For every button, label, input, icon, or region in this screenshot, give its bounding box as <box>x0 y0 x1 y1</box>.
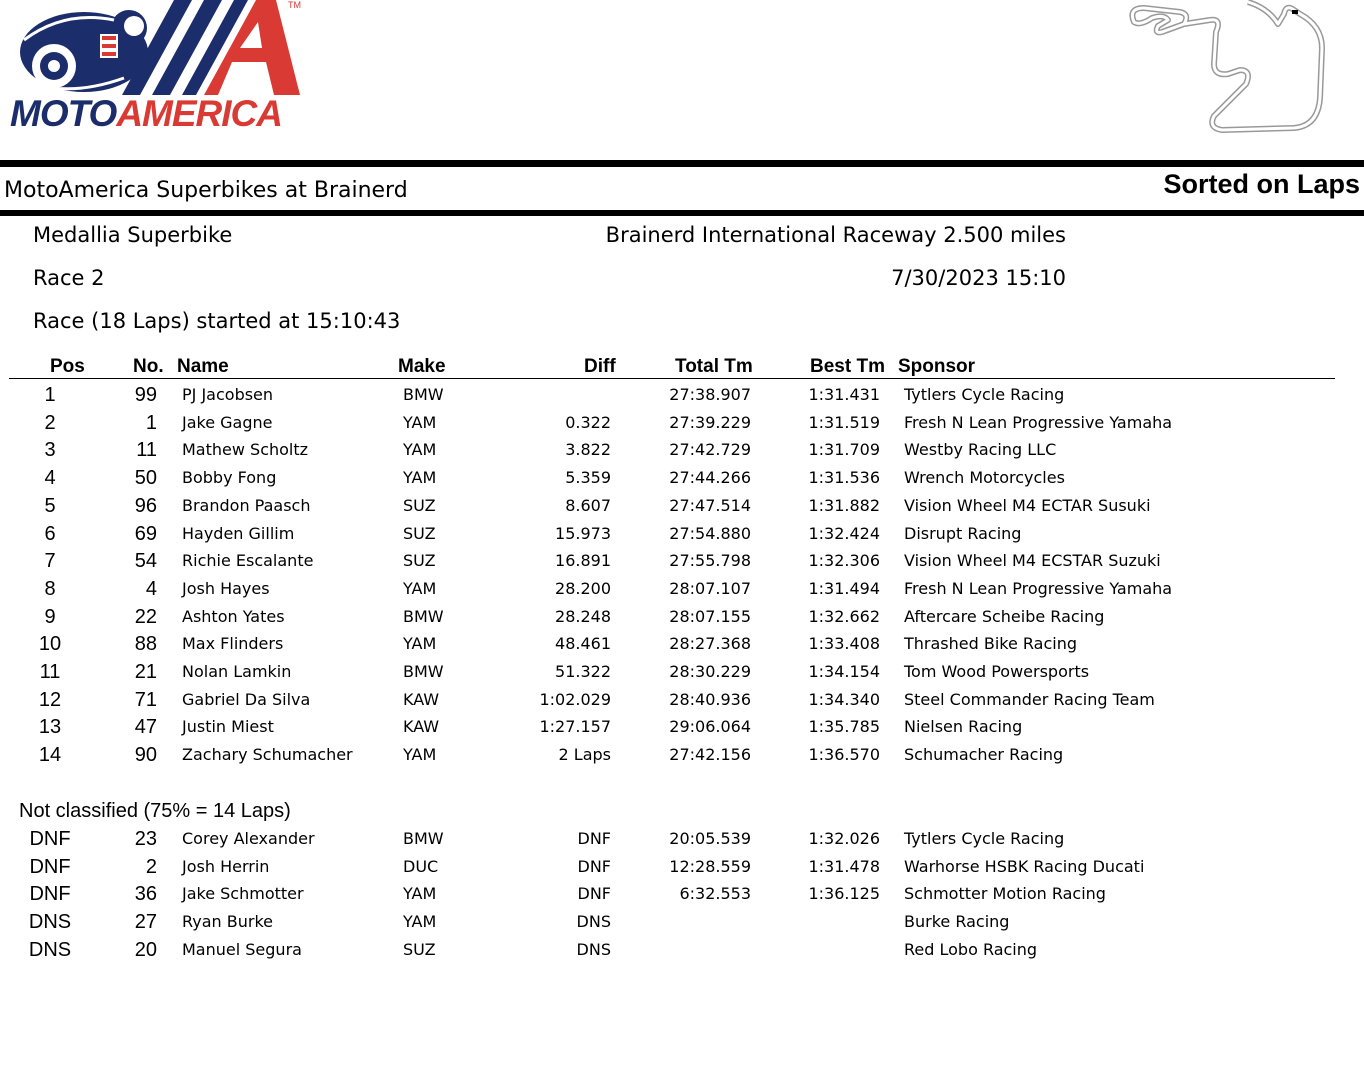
table-row <box>0 575 1364 603</box>
start-info: Race (18 Laps) started at 15:10:43 <box>33 309 401 333</box>
cell-name: Corey Alexander <box>182 829 315 848</box>
cell-name: Mathew Scholtz <box>182 440 309 460</box>
table-row <box>0 713 1364 741</box>
table-row <box>0 741 1364 769</box>
cell-pos: 14 <box>38 744 62 767</box>
cell-pos: DNF <box>29 855 71 878</box>
cell-diff: 1:27.157 <box>539 717 611 737</box>
cell-make: YAM <box>403 412 437 432</box>
cell-name: Richie Escalante <box>182 551 314 571</box>
cell-no: 90 <box>134 744 157 767</box>
cell-diff: 51.322 <box>555 662 611 681</box>
cell-no: 47 <box>134 716 157 739</box>
header-bar-bottom <box>0 210 1364 216</box>
cell-total: 20:05.539 <box>669 829 751 848</box>
cell-no: 50 <box>134 467 157 490</box>
trademark-mark: TM <box>288 0 301 10</box>
cell-no: 11 <box>136 439 157 462</box>
cell-best: 1:34.154 <box>808 662 880 681</box>
cell-sponsor: Disrupt Racing <box>904 523 1022 543</box>
cell-make: YAM <box>403 578 437 598</box>
cell-diff: 8.607 <box>565 495 611 515</box>
cell-sponsor: Tytlers Cycle Racing <box>904 385 1065 404</box>
cell-sponsor: Fresh N Lean Progressive Yamaha <box>904 578 1173 598</box>
cell-total: 6:32.553 <box>679 884 751 904</box>
session-name: Race 2 <box>33 266 105 290</box>
cell-total: 28:40.936 <box>669 689 751 709</box>
sort-label: Sorted on Laps <box>1163 169 1360 199</box>
cell-make: SUZ <box>403 495 436 515</box>
cell-name: Ryan Burke <box>182 912 273 932</box>
cell-best: 1:36.570 <box>808 745 880 765</box>
cell-total: 27:47.514 <box>669 495 751 515</box>
table-row <box>0 853 1364 881</box>
table-row <box>0 936 1364 964</box>
cell-name: Jake Schmotter <box>182 884 304 904</box>
cell-total: 27:42.156 <box>669 745 751 765</box>
cell-best: 1:31.494 <box>808 578 880 598</box>
cell-no: 54 <box>134 550 157 573</box>
cell-sponsor: Warhorse HSBK Racing Ducati <box>904 856 1145 876</box>
table-row <box>0 436 1364 464</box>
cell-no: 20 <box>134 938 157 961</box>
cell-pos: 1 <box>44 384 56 406</box>
cell-total: 27:42.729 <box>669 440 751 460</box>
cell-total: 12:28.559 <box>669 856 751 876</box>
cell-pos: 5 <box>44 494 56 517</box>
cell-sponsor: Vision Wheel M4 ECSTAR Suzuki <box>904 551 1161 571</box>
table-row <box>0 908 1364 936</box>
cell-no: 21 <box>134 661 157 683</box>
table-row <box>0 381 1364 409</box>
cell-best: 1:31.882 <box>808 495 880 515</box>
cell-pos: 6 <box>44 522 56 545</box>
cell-best: 1:34.340 <box>808 689 880 709</box>
cell-best: 1:33.408 <box>808 634 880 654</box>
cell-make: YAM <box>403 884 437 904</box>
cell-total: 29:06.064 <box>669 717 751 737</box>
cell-pos: 3 <box>44 439 56 462</box>
cell-diff: 48.461 <box>555 634 611 654</box>
cell-no: 23 <box>134 828 157 850</box>
cell-diff: 2 Laps <box>558 745 611 765</box>
col-header-best: Best Tm <box>810 356 885 377</box>
col-header-make: Make <box>398 356 446 377</box>
cell-make: YAM <box>403 912 437 932</box>
cell-sponsor: Wrench Motorcycles <box>904 468 1065 488</box>
col-header-name: Name <box>177 356 229 377</box>
cell-sponsor: Schumacher Racing <box>904 745 1064 765</box>
col-header-no: No. <box>133 356 164 377</box>
cell-sponsor: Aftercare Scheibe Racing <box>904 606 1105 626</box>
table-row <box>0 547 1364 575</box>
cell-make: BMW <box>403 662 444 681</box>
cell-name: Ashton Yates <box>182 606 285 626</box>
cell-sponsor: Tom Wood Powersports <box>904 662 1090 681</box>
cell-make: BMW <box>403 829 444 848</box>
cell-pos: DNF <box>29 883 71 906</box>
table-row <box>0 492 1364 520</box>
cell-sponsor: Burke Racing <box>904 912 1010 932</box>
cell-diff: 16.891 <box>555 551 611 571</box>
cell-total: 27:38.907 <box>669 385 751 404</box>
cell-name: Josh Herrin <box>182 856 270 876</box>
cell-name: Brandon Paasch <box>182 495 311 515</box>
cell-total: 27:54.880 <box>669 523 751 543</box>
cell-best: 1:31.709 <box>808 440 880 460</box>
cell-name: Bobby Fong <box>182 468 277 488</box>
cell-diff: 5.359 <box>565 468 611 488</box>
cell-best: 1:32.026 <box>808 829 880 848</box>
cell-no: 4 <box>145 577 157 600</box>
cell-diff: DNS <box>576 912 611 932</box>
col-header-pos: Pos <box>50 356 85 377</box>
cell-name: Justin Miest <box>182 717 274 737</box>
cell-diff: 0.322 <box>565 412 611 432</box>
table-row <box>0 658 1364 686</box>
class-name: Medallia Superbike <box>33 223 233 247</box>
cell-total: 27:39.229 <box>669 412 751 432</box>
cell-sponsor: Tytlers Cycle Racing <box>904 829 1065 848</box>
cell-name: Jake Gagne <box>182 412 273 432</box>
cell-name: Zachary Schumacher <box>182 745 353 765</box>
cell-pos: DNS <box>28 938 72 961</box>
cell-diff: 1:02.029 <box>539 689 611 709</box>
cell-name: Josh Hayes <box>182 578 270 598</box>
cell-best: 1:31.478 <box>808 856 880 876</box>
cell-no: 99 <box>134 384 157 406</box>
col-header-diff: Diff <box>584 356 616 377</box>
motorcycle-rider-icon <box>4 0 304 100</box>
cell-diff: DNS <box>576 939 611 959</box>
cell-total: 27:44.266 <box>669 468 751 488</box>
cell-make: YAM <box>403 440 437 460</box>
header-bar-top <box>0 160 1364 167</box>
cell-make: SUZ <box>403 939 436 959</box>
cell-pos: 4 <box>44 467 56 490</box>
col-header-sponsor: Sponsor <box>898 356 976 377</box>
cell-sponsor: Nielsen Racing <box>904 717 1023 737</box>
cell-best: 1:31.519 <box>808 412 880 432</box>
cell-diff: 15.973 <box>555 523 611 543</box>
cell-no: 2 <box>145 855 157 878</box>
cell-sponsor: Steel Commander Racing Team <box>904 689 1155 709</box>
cell-sponsor: Fresh N Lean Progressive Yamaha <box>904 412 1173 432</box>
cell-make: BMW <box>403 606 444 626</box>
cell-no: 71 <box>134 688 157 711</box>
motoamerica-logo <box>4 0 304 132</box>
cell-total: 28:07.155 <box>669 606 751 626</box>
cell-no: 22 <box>134 605 157 628</box>
not-classified-label: Not classified (75% = 14 Laps) <box>19 800 291 822</box>
cell-make: YAM <box>403 468 437 488</box>
cell-pos: 12 <box>38 688 62 711</box>
cell-name: Nolan Lamkin <box>182 662 292 681</box>
cell-make: SUZ <box>403 551 436 571</box>
cell-total: 28:30.229 <box>669 662 751 681</box>
cell-best: 1:35.785 <box>808 717 880 737</box>
cell-name: Manuel Segura <box>182 939 302 959</box>
header-divider <box>9 378 1335 379</box>
cell-sponsor: Schmotter Motion Racing <box>904 884 1106 904</box>
cell-pos: 10 <box>38 633 62 656</box>
logo-wordmark: MOTOAMERICA <box>10 93 282 134</box>
table-row <box>0 630 1364 658</box>
cell-name: PJ Jacobsen <box>182 385 274 404</box>
cell-sponsor: Westby Racing LLC <box>904 440 1057 460</box>
col-header-total: Total Tm <box>675 356 753 377</box>
cell-diff: 28.200 <box>555 578 611 598</box>
cell-pos: 11 <box>39 661 61 683</box>
cell-diff: DNF <box>577 829 611 848</box>
cell-no: 69 <box>134 522 157 545</box>
cell-best: 1:32.662 <box>808 606 880 626</box>
cell-pos: 9 <box>44 605 56 628</box>
cell-diff: DNF <box>577 856 611 876</box>
cell-diff: 28.248 <box>555 606 611 626</box>
cell-name: Hayden Gillim <box>182 523 295 543</box>
cell-best: 1:31.431 <box>808 385 880 404</box>
cell-best: 1:36.125 <box>808 884 880 904</box>
event-title: MotoAmerica Superbikes at Brainerd <box>4 178 408 203</box>
cell-best: 1:32.306 <box>808 551 880 571</box>
table-row <box>0 409 1364 437</box>
cell-pos: 7 <box>44 550 56 573</box>
cell-name: Max Flinders <box>182 634 284 654</box>
table-row <box>0 464 1364 492</box>
cell-make: DUC <box>403 856 439 876</box>
cell-make: YAM <box>403 634 437 654</box>
cell-pos: 13 <box>38 716 62 739</box>
table-row <box>0 686 1364 714</box>
table-row <box>0 880 1364 908</box>
cell-no: 27 <box>134 911 157 934</box>
cell-sponsor: Red Lobo Racing <box>904 939 1038 959</box>
session-datetime: 7/30/2023 15:10 <box>891 266 1066 290</box>
cell-sponsor: Vision Wheel M4 ECTAR Susuki <box>904 495 1151 515</box>
cell-total: 27:55.798 <box>669 551 751 571</box>
venue: Brainerd International Raceway 2.500 miles <box>605 223 1066 247</box>
table-row <box>0 520 1364 548</box>
cell-pos: 8 <box>44 577 56 600</box>
cell-diff: DNF <box>577 884 611 904</box>
cell-make: KAW <box>403 689 440 709</box>
table-row <box>0 825 1364 853</box>
cell-total: 28:27.368 <box>669 634 751 654</box>
cell-pos: 2 <box>44 411 56 434</box>
cell-sponsor: Thrashed Bike Racing <box>904 634 1078 654</box>
cell-make: SUZ <box>403 523 436 543</box>
cell-make: KAW <box>403 717 440 737</box>
cell-name: Gabriel Da Silva <box>182 689 311 709</box>
cell-no: 1 <box>145 411 157 434</box>
cell-make: YAM <box>403 745 437 765</box>
table-row <box>0 603 1364 631</box>
cell-no: 36 <box>134 883 157 906</box>
cell-make: BMW <box>403 385 444 404</box>
cell-best: 1:31.536 <box>808 468 880 488</box>
cell-best: 1:32.424 <box>808 523 880 543</box>
cell-pos: DNF <box>29 828 71 850</box>
cell-no: 88 <box>134 633 157 656</box>
cell-total: 28:07.107 <box>669 578 751 598</box>
cell-diff: 3.822 <box>565 440 611 460</box>
track-map-icon <box>1118 0 1328 140</box>
cell-pos: DNS <box>28 911 72 934</box>
cell-no: 96 <box>134 494 157 517</box>
